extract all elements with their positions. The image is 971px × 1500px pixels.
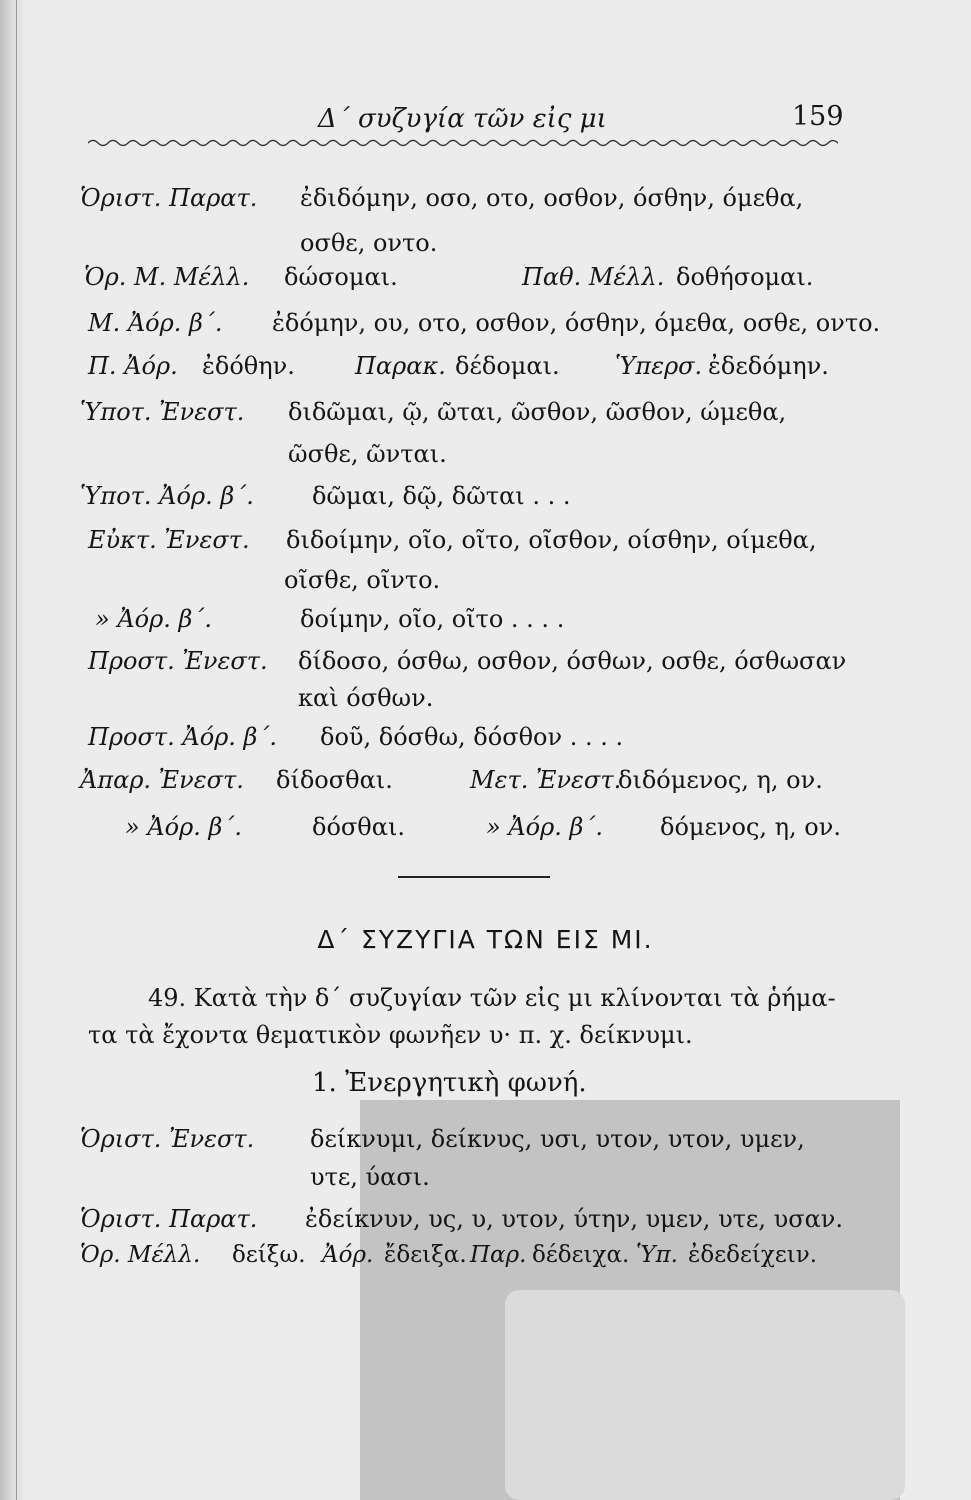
verb-forms: ἐδόθην. [202,352,295,380]
tense-label: Ὁριστ. Ἐνεστ. [80,1125,255,1153]
tense-label: Παθ. Μέλλ. [522,263,665,291]
verb-forms: υτε, ύασι. [310,1163,430,1191]
verb-forms: δέδειχα. [532,1242,630,1268]
tense-label: Παρ. [470,1242,527,1268]
running-header-title: Δ΄ συζυγία τῶν εἰς μι [318,104,607,134]
verb-forms: δώσομαι. [284,263,398,291]
verb-forms: ἐδεδόμην. [708,352,829,380]
tense-label: » Ἀόρ. β΄. [486,813,603,841]
tense-label: Προστ. Ἐνεστ. [88,647,268,675]
verb-forms: δοῦ, δόσθω, δόσθον . . . . [320,723,624,751]
tense-label: Μετ. Ἐνεστ. [470,766,622,794]
verb-forms: οῖσθε, οῖντο. [284,566,441,594]
verb-forms: δόμενος, η, ον. [660,813,841,841]
verb-forms: δίδοσο, όσθω, οσθον, όσθων, οσθε, όσθωσαν [298,647,847,675]
verb-forms: καὶ όσθων. [298,684,434,712]
verb-forms: ἐδεδείχειν. [688,1242,818,1268]
paragraph-line: 49. Κατὰ τὴν δ΄ συζυγίαν τῶν εἰς μι κλίνονται τὰ ῥήμα- [148,984,836,1012]
book-spine-shadow [0,0,24,1500]
tense-label: Εὐκτ. Ἐνεστ. [88,526,250,554]
verb-forms: δείξω. [232,1242,306,1268]
tense-label: Ὑποτ. Ἀόρ. β΄. [80,482,254,510]
verb-forms: διδόμενος, η, ον. [618,766,823,794]
tense-label: » Ἀόρ. β΄. [95,605,212,633]
tense-label: » Ἀόρ. β΄. [125,813,242,841]
verb-forms: δοθήσομαι. [676,263,814,291]
verb-forms: δοίμην, οῖο, οῖτο . . . . [300,605,565,633]
tense-label: Προστ. Ἀόρ. β΄. [88,723,278,751]
header-wavy-rule [88,138,838,148]
spine-edge-line [16,0,17,1500]
verb-forms: δῶμαι, δῷ, δῶται . . . [312,482,571,510]
paragraph-line: τα τὰ ἔχοντα θεματικὸν φωνῆεν υ· π. χ. δείκνυμι. [88,1021,693,1049]
tense-label: Ὁρ. Μ. Μέλλ. [84,263,250,291]
verb-forms: διδοίμην, οῖο, οῖτο, οῖσθον, οίσθην, οίμεθα, [286,526,817,554]
verb-forms: δείκνυμι, δείκνυς, υσι, υτον, υτον, υμεν, [310,1125,805,1153]
tense-label: Ὁρ. Μέλλ. [80,1242,201,1268]
verb-forms: δόσθαι. [312,813,405,841]
verb-forms: δέδομαι. [455,352,560,380]
section-divider [398,876,550,878]
tense-label: Ἀόρ. [322,1242,374,1268]
verb-forms: ῶσθε, ῶνται. [288,440,447,468]
tense-label: Ὁριστ. Παρατ. [80,184,258,212]
tense-label: Ἀπαρ. Ἐνεστ. [80,766,244,794]
tense-label: Μ. Ἀόρ. β΄. [88,309,223,337]
tense-label: Παρακ. [355,352,446,380]
page-number: 159 [792,101,844,132]
subheading: 1. Ἐνεργητικὴ φωνή. [312,1068,587,1098]
tense-label: Ὁριστ. Παρατ. [80,1205,258,1233]
verb-forms: ἔδειξα. [384,1242,467,1268]
tense-label: Π. Ἀόρ. [88,352,178,380]
tense-label: Ὑποτ. Ἐνεστ. [80,398,245,426]
verb-forms: ἐδιδόμην, οσο, οτο, οσθον, όσθην, όμεθα, [300,184,804,212]
tense-label: Ὑπερσ. [615,352,703,380]
section-heading: Δ΄ ΣΥΖΥΓΙΑ ΤΩΝ ΕΙΣ ΜΙ. [317,925,654,954]
verb-forms: δίδοσθαι. [276,766,393,794]
verb-forms: οσθε, οντο. [300,229,438,257]
scan-shading-light [505,1290,905,1500]
tense-label: Ὑπ. [636,1242,678,1268]
verb-forms: ἐδείκνυν, υς, υ, υτον, ύτην, υμεν, υτε, υσαν. [305,1205,844,1233]
verb-forms: διδῶμαι, ῷ, ῶται, ῶσθον, ῶσθον, ώμεθα, [288,398,787,426]
verb-forms: ἐδόμην, ου, οτο, οσθον, όσθην, όμεθα, οσθε, οντο. [272,309,881,337]
